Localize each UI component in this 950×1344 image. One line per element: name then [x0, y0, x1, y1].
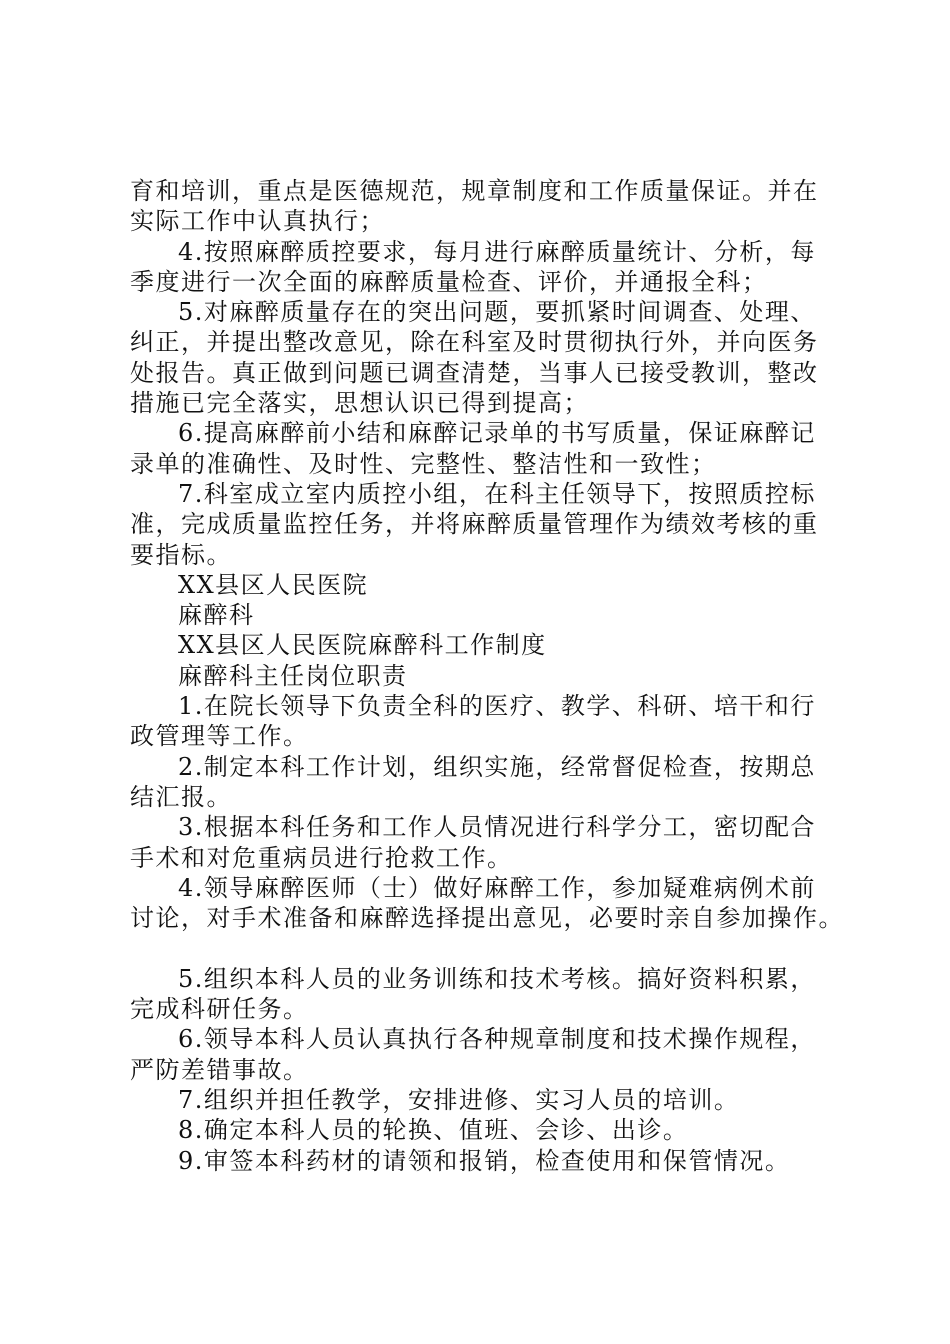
document-page: [130, 176, 870, 1176]
text-line: 4.按照麻醉质控要求，每月进行麻醉质量统计、分析，每: [178, 237, 816, 266]
text-line: 6.提高麻醉前小结和麻醉记录单的书写质量，保证麻醉记: [178, 419, 816, 448]
text-line: 6.领导本科人员认真执行各种规章制度和技术操作规程，: [178, 1025, 816, 1054]
text-line: 讨论，对手术准备和麻醉选择提出意见，必要时亲自参加操作。: [130, 904, 844, 933]
text-line: 要指标。: [130, 540, 232, 569]
text-line: 5.组织本科人员的业务训练和技术考核。搞好资料积累，: [178, 964, 816, 993]
text-line: 育和培训，重点是医德规范，规章制度和工作质量保证。并在: [130, 177, 819, 205]
text-line: 7.科室成立室内质控小组，在科主任领导下，按照质控标: [178, 479, 816, 508]
text-line: 措施已完全落实，思想认识已得到提高；: [130, 389, 589, 418]
blank-line: [130, 933, 870, 963]
text-line: 5.对麻醉质量存在的突出问题，要抓紧时间调查、处理、: [178, 298, 816, 327]
text-line: 9.审签本科药材的请领和报销，检查使用和保管情况。: [178, 1146, 791, 1175]
text-line: 政管理等工作。: [130, 722, 309, 751]
text-line: 录单的准确性、及时性、完整性、整洁性和一致性；: [130, 449, 717, 478]
text-line: 纠正，并提出整改意见，除在科室及时贯彻执行外，并向医务: [130, 328, 819, 357]
text-line: 实际工作中认真执行；: [130, 207, 385, 236]
text-line: XX县区人民医院: [178, 570, 369, 599]
text-line: 2.制定本科工作计划，组织实施，经常督促检查，按期总: [178, 752, 816, 781]
text-line: 结汇报。: [130, 782, 232, 811]
text-line: XX县区人民医院麻醉科工作制度: [178, 631, 547, 660]
text-line: 1.在院长领导下负责全科的医疗、教学、科研、培干和行: [178, 692, 816, 721]
text-line: 4.领导麻醉医师（士）做好麻醉工作，参加疑难病例术前: [178, 873, 816, 902]
text-line: 严防差错事故。: [130, 1055, 309, 1084]
text-line: 手术和对危重病员进行抢救工作。: [130, 843, 513, 872]
text-line: 季度进行一次全面的麻醉质量检查、评价，并通报全科；: [130, 267, 768, 296]
text-line: 完成科研任务。: [130, 995, 309, 1024]
text-line: 3.根据本科任务和工作人员情况进行科学分工，密切配合: [178, 813, 816, 842]
text-line: 7.组织并担任教学，安排进修、实习人员的培训。: [178, 1085, 740, 1114]
text-line: 麻醉科: [178, 601, 255, 630]
text-line: 麻醉科主任岗位职责: [178, 661, 408, 690]
text-line: 8.确定本科人员的轮换、值班、会诊、出诊。: [178, 1116, 689, 1145]
text-line: 处报告。真正做到问题已调查清楚，当事人已接受教训，整改: [130, 358, 819, 387]
text-line: 准，完成质量监控任务，并将麻醉质量管理作为绩效考核的重: [130, 510, 819, 539]
